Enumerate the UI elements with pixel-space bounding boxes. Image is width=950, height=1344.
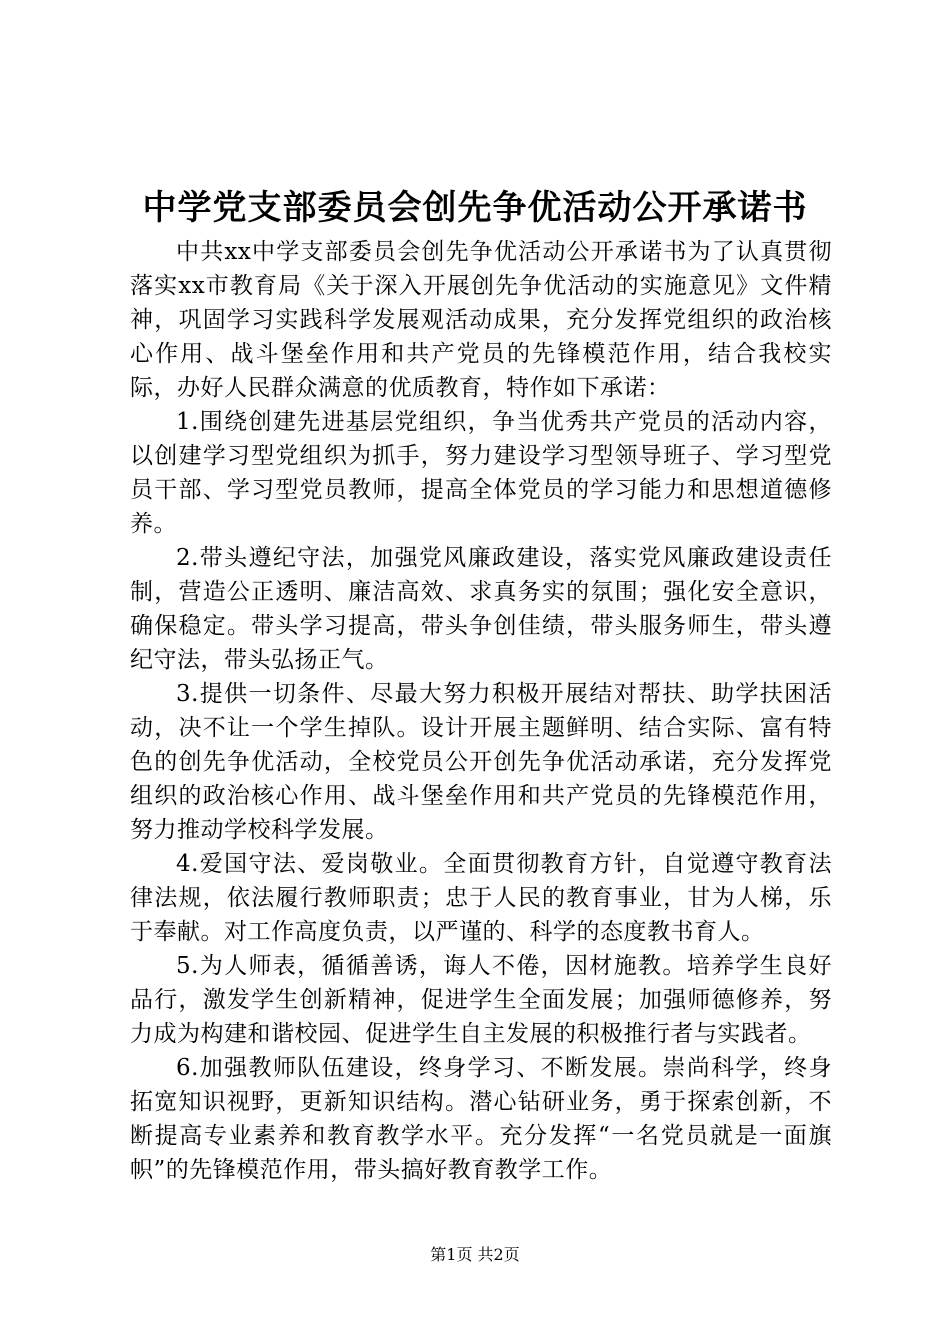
commitment-item-2: 2.带头遵纪守法，加强党风廉政建设，落实党风廉政建设责任制，营造公正透明、廉洁高效、求真务实的氛围；强化安全意识，确保稳定。带头学习提高，带头争创佳绩，带头服务师生，带头遵纪守法，带头弘扬正气。 (130, 545, 832, 673)
document-title: 中学党支部委员会创先争优活动公开承诺书 (142, 188, 808, 228)
commitment-item-6: 6.加强教师队伍建设，终身学习、不断发展。崇尚科学，终身拓宽知识视野，更新知识结构。潜心钻研业务，勇于探索创新，不断提高专业素养和教育教学水平。充分发挥“一名党员就是一面旗帜”的先锋模范作用，带头搞好教育教学工作。 (130, 1055, 832, 1183)
commitment-item-4: 4.爱国守法、爱岗敬业。全面贯彻教育方针，自觉遵守教育法律法规，依法履行教师职责；忠于人民的教育事业，甘为人梯，乐于奉献。对工作高度负责，以严谨的、科学的态度教书育人。 (130, 851, 832, 945)
document-body (130, 235, 832, 1187)
commitment-item-3: 3.提供一切条件、尽最大努力积极开展结对帮扶、助学扶困活动，决不让一个学生掉队。设计开展主题鲜明、结合实际、富有特色的创先争优活动，全校党员公开创先争优活动承诺，充分发挥党组织的政治核心作用、战斗堡垒作用和共产党员的先锋模范作用，努力推动学校科学发展。 (130, 681, 832, 843)
commitment-item-1: 1.围绕创建先进基层党组织，争当优秀共产党员的活动内容，以创建学习型党组织为抓手，努力建设学习型领导班子、学习型党员干部、学习型党员教师，提高全体党员的学习能力和思想道德修养。 (130, 409, 832, 537)
commitment-item-5: 5.为人师表，循循善诱，诲人不倦，因材施教。培养学生良好品行，激发学生创新精神，促进学生全面发展；加强师德修养，努力成为构建和谐校园、促进学生自主发展的积极推行者与实践者。 (130, 953, 832, 1047)
intro-paragraph: 中共xx中学支部委员会创先争优活动公开承诺书为了认真贯彻落实xx市教育局《关于深入开展创先争优活动的实施意见》文件精神，巩固学习实践科学发展观活动成果，充分发挥党组织的政治核心作用、战斗堡垒作用和共产党员的先锋模范作用，结合我校实际，办好人民群众满意的优质教育，特作如下承诺： (130, 239, 832, 401)
page-number-footer: 第1页 共2页 (430, 1245, 520, 1264)
